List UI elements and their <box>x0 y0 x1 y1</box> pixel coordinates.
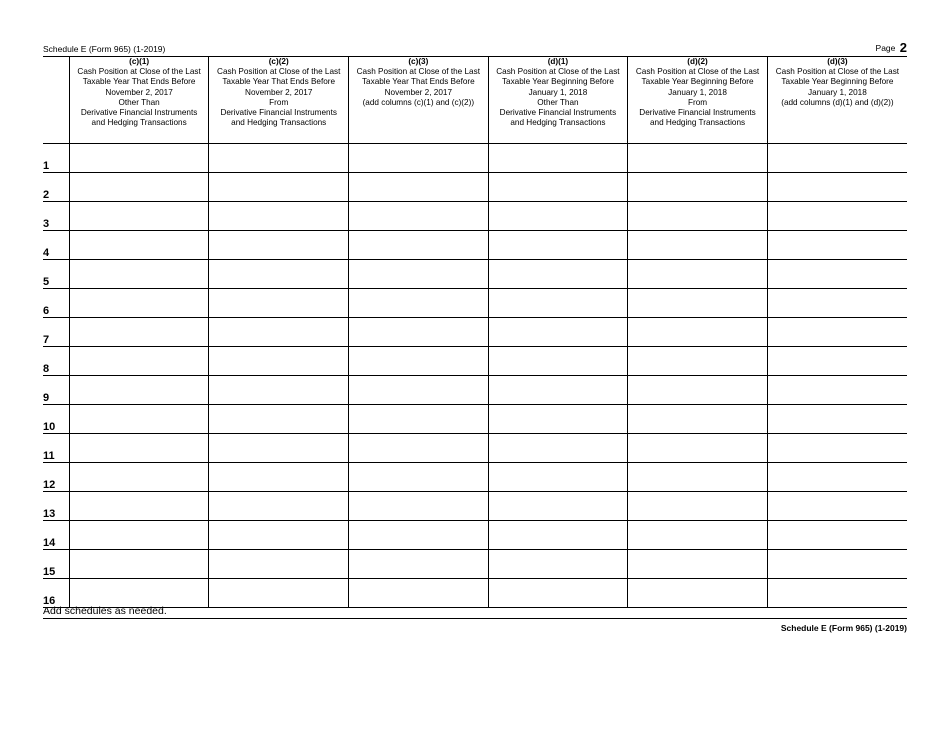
entry-cell[interactable] <box>767 318 907 347</box>
table-row <box>43 289 907 318</box>
entry-cell[interactable] <box>628 579 768 608</box>
entry-cell[interactable] <box>488 405 628 434</box>
entry-cell[interactable] <box>767 231 907 260</box>
entry-cell[interactable] <box>628 376 768 405</box>
entry-cell[interactable] <box>349 550 489 579</box>
form-header-label: Schedule E (Form 965) (1-2019) <box>43 44 166 54</box>
entry-cell[interactable] <box>628 521 768 550</box>
table-row <box>43 144 907 173</box>
row-number: 13 <box>43 492 69 521</box>
column-header <box>349 57 489 144</box>
entry-cell[interactable] <box>767 202 907 231</box>
row-number: 4 <box>43 231 69 260</box>
table-row <box>43 202 907 231</box>
entry-cell[interactable] <box>209 347 349 376</box>
entry-cell[interactable] <box>767 173 907 202</box>
entry-cell[interactable] <box>209 376 349 405</box>
entry-cell[interactable] <box>767 579 907 608</box>
column-header-row <box>43 57 907 144</box>
table-row <box>43 521 907 550</box>
page-label: Page <box>875 43 896 53</box>
column-code: (d)(1) <box>547 57 569 66</box>
row-number: 6 <box>43 289 69 318</box>
column-description: Cash Position at Close of the Last Taxable Year That Ends Before November 2, 2017 Other Than Derivative Financial Instruments and Hedging Transactions <box>77 67 201 128</box>
entry-cell[interactable] <box>628 550 768 579</box>
column-description: Cash Position at Close of the Last Taxable Year Beginning Before January 1, 2018 (add columns (d)(1) and (d)(2)) <box>775 67 900 107</box>
entry-cell[interactable] <box>488 434 628 463</box>
table-row <box>43 579 907 608</box>
row-number: 10 <box>43 405 69 434</box>
entry-cell[interactable] <box>767 260 907 289</box>
entry-cell[interactable] <box>628 434 768 463</box>
entry-cell[interactable] <box>69 347 209 376</box>
entry-cell[interactable] <box>349 260 489 289</box>
entry-cell[interactable] <box>69 231 209 260</box>
entry-cell[interactable] <box>349 579 489 608</box>
entry-cell[interactable] <box>767 405 907 434</box>
entry-cell[interactable] <box>767 347 907 376</box>
entry-cell[interactable] <box>488 202 628 231</box>
entry-cell[interactable] <box>349 463 489 492</box>
row-number-header <box>43 57 69 144</box>
entry-cell[interactable] <box>69 260 209 289</box>
table-row <box>43 463 907 492</box>
entry-cell[interactable] <box>349 318 489 347</box>
entry-cell[interactable] <box>69 289 209 318</box>
entry-cell[interactable] <box>767 144 907 173</box>
table-row <box>43 173 907 202</box>
entry-cell[interactable] <box>209 463 349 492</box>
entry-cell[interactable] <box>209 202 349 231</box>
row-number: 12 <box>43 463 69 492</box>
form-footer-label: Schedule E (Form 965) (1-2019) <box>780 623 907 633</box>
entry-cell[interactable] <box>69 376 209 405</box>
entry-cell[interactable] <box>349 173 489 202</box>
entry-cell[interactable] <box>628 173 768 202</box>
column-description: Cash Position at Close of the Last Taxable Year Beginning Before January 1, 2018 Other Than Derivative Financial Instruments and Hedging Transactions <box>496 67 620 128</box>
entry-cell[interactable] <box>69 550 209 579</box>
table-row <box>43 347 907 376</box>
column-code: (d)(2) <box>687 57 708 66</box>
entry-cell[interactable] <box>488 260 628 289</box>
entry-cell[interactable] <box>488 173 628 202</box>
entry-cell[interactable] <box>209 434 349 463</box>
entry-cell[interactable] <box>209 231 349 260</box>
column-header <box>209 57 349 144</box>
column-header <box>69 57 209 144</box>
entry-cell[interactable] <box>69 405 209 434</box>
entry-cell[interactable] <box>628 405 768 434</box>
row-number: 5 <box>43 260 69 289</box>
entry-cell[interactable] <box>488 550 628 579</box>
entry-cell[interactable] <box>767 289 907 318</box>
entry-cell[interactable] <box>767 434 907 463</box>
entry-cell[interactable] <box>488 231 628 260</box>
entry-cell[interactable] <box>69 521 209 550</box>
entry-cell[interactable] <box>767 521 907 550</box>
entry-cell[interactable] <box>349 231 489 260</box>
entry-cell[interactable] <box>209 579 349 608</box>
column-description: Cash Position at Close of the Last Taxable Year Beginning Before January 1, 2018 From Derivative Financial Instruments and Hedging Transactions <box>635 67 760 128</box>
row-number: 16 <box>43 579 69 608</box>
entry-cell[interactable] <box>628 202 768 231</box>
entry-cell[interactable] <box>209 260 349 289</box>
entry-cell[interactable] <box>69 173 209 202</box>
row-number: 2 <box>43 173 69 202</box>
table-row <box>43 376 907 405</box>
entry-cell[interactable] <box>767 463 907 492</box>
table-row <box>43 550 907 579</box>
entry-cell[interactable] <box>209 289 349 318</box>
row-number: 9 <box>43 376 69 405</box>
column-code: (c)(3) <box>408 57 429 66</box>
entry-cell[interactable] <box>628 144 768 173</box>
entry-cell[interactable] <box>349 405 489 434</box>
row-number: 8 <box>43 347 69 376</box>
entry-cell[interactable] <box>69 492 209 521</box>
table-row <box>43 318 907 347</box>
page-indicator <box>876 40 907 55</box>
entry-cell[interactable] <box>349 376 489 405</box>
entry-cell[interactable] <box>69 202 209 231</box>
table-row <box>43 260 907 289</box>
entry-cell[interactable] <box>488 376 628 405</box>
entry-cell[interactable] <box>349 202 489 231</box>
entry-cell[interactable] <box>488 318 628 347</box>
entry-cell[interactable] <box>209 405 349 434</box>
entry-cell[interactable] <box>488 289 628 318</box>
entry-cell[interactable] <box>209 521 349 550</box>
entry-cell[interactable] <box>209 318 349 347</box>
column-code: (d)(3) <box>827 57 848 66</box>
column-header <box>767 57 907 144</box>
entry-cell[interactable] <box>69 434 209 463</box>
entry-cell[interactable] <box>209 492 349 521</box>
cash-position-table-container <box>43 57 907 608</box>
column-header <box>488 57 628 144</box>
column-code: (c)(2) <box>268 57 289 66</box>
entry-cell[interactable] <box>628 260 768 289</box>
entry-cell[interactable] <box>628 318 768 347</box>
table-row <box>43 405 907 434</box>
entry-cell[interactable] <box>349 521 489 550</box>
column-code: (c)(1) <box>129 57 150 66</box>
entry-cell[interactable] <box>488 144 628 173</box>
column-header <box>628 57 768 144</box>
cash-position-table <box>43 57 907 608</box>
row-number: 11 <box>43 434 69 463</box>
entry-cell[interactable] <box>69 579 209 608</box>
entry-cell[interactable] <box>349 434 489 463</box>
entry-cell[interactable] <box>209 550 349 579</box>
entry-cell[interactable] <box>628 347 768 376</box>
entry-cell[interactable] <box>349 144 489 173</box>
entry-cell[interactable] <box>488 492 628 521</box>
entry-cell[interactable] <box>488 463 628 492</box>
column-description: Cash Position at Close of the Last Taxable Year That Ends Before November 2, 2017 From Derivative Financial Instruments and Hedging Transactions <box>217 67 341 128</box>
row-number: 7 <box>43 318 69 347</box>
entry-cell[interactable] <box>628 289 768 318</box>
entry-cell[interactable] <box>209 173 349 202</box>
bottom-rule <box>43 618 907 619</box>
row-number: 3 <box>43 202 69 231</box>
schedules-note: Add schedules as needed. <box>43 605 167 617</box>
entry-cell[interactable] <box>767 492 907 521</box>
entry-cell[interactable] <box>69 318 209 347</box>
entry-cell[interactable] <box>488 579 628 608</box>
entry-cell[interactable] <box>488 521 628 550</box>
entry-cell[interactable] <box>69 463 209 492</box>
row-number: 14 <box>43 521 69 550</box>
row-number: 1 <box>43 144 69 173</box>
entry-cell[interactable] <box>628 492 768 521</box>
row-number: 15 <box>43 550 69 579</box>
entry-cell[interactable] <box>209 144 349 173</box>
table-row <box>43 231 907 260</box>
entry-cell[interactable] <box>628 231 768 260</box>
entry-cell[interactable] <box>69 144 209 173</box>
column-description: Cash Position at Close of the Last Taxable Year That Ends Before November 2, 2017 (add columns (c)(1) and (c)(2)) <box>356 67 480 107</box>
entry-cell[interactable] <box>349 347 489 376</box>
table-row <box>43 492 907 521</box>
table-row <box>43 434 907 463</box>
entry-cell[interactable] <box>767 550 907 579</box>
entry-cell[interactable] <box>349 289 489 318</box>
page-number: 2 <box>899 40 907 55</box>
entry-cell[interactable] <box>767 376 907 405</box>
entry-cell[interactable] <box>349 492 489 521</box>
entry-cell[interactable] <box>628 463 768 492</box>
table-body <box>43 144 907 608</box>
entry-cell[interactable] <box>488 347 628 376</box>
